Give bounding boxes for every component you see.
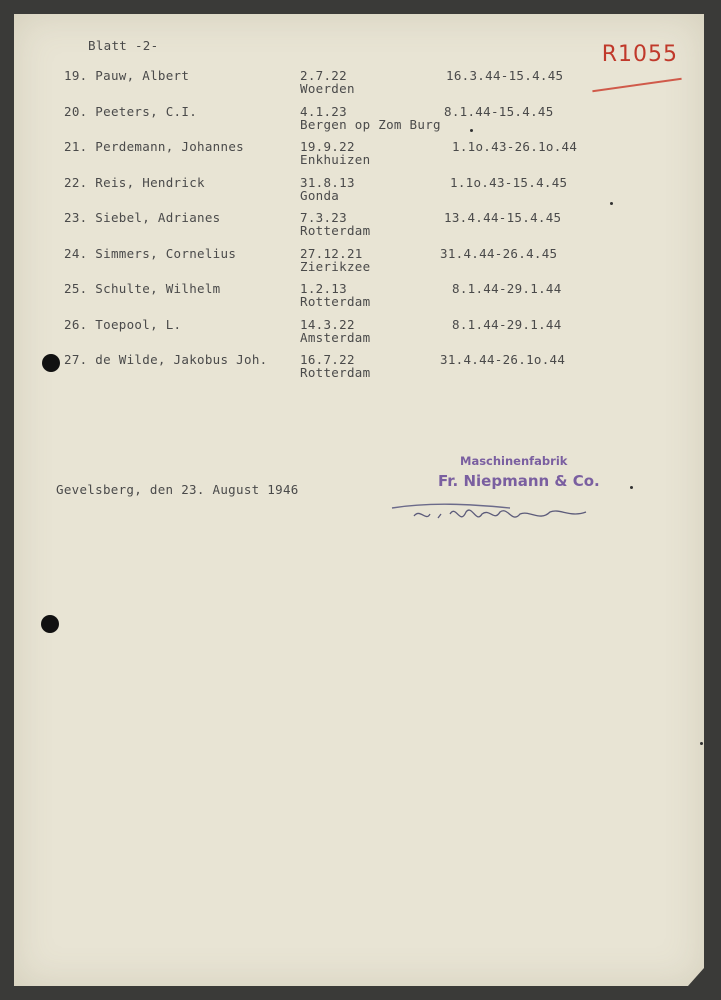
employment-period: 31.4.44-26.1o.44 [440,352,566,367]
birth-date: 2.7.22 [300,68,347,83]
birth-date: 7.3.23 [300,210,347,225]
page-header: Blatt -2- [88,38,159,53]
birth-place: Rotterdam [300,223,371,238]
stamp-line-1: Maschinenfabrik [460,454,568,468]
birth-date: 31.8.13 [300,174,355,190]
employment-period: 8.1.44-29.1.44 [452,281,562,296]
stamp-line-2: Fr. Niepmann & Co. [438,472,600,490]
birth-place: Rotterdam [300,294,371,309]
birth-place: Amsterdam [300,329,371,345]
birth-date: 1.2.13 [300,281,347,296]
birth-date: 16.7.22 [300,352,355,367]
employment-period: 16.3.44-15.4.45 [446,68,564,83]
birth-date: 14.3.22 [300,316,355,332]
employee-name: 27. de Wilde, Jakobus Joh. [64,352,268,367]
place-date: Gevelsberg, den 23. August 1946 [56,482,299,497]
birth-date: 19.9.22 [300,139,355,154]
employment-period: 31.4.44-26.4.45 [440,245,558,261]
folded-corner [688,968,704,986]
speck [630,486,633,489]
employment-period: 8.1.44-15.4.45 [444,103,554,119]
employment-period: 1.1o.43-26.1o.44 [452,139,578,154]
birth-place: Bergen op Zom Burg [300,116,441,132]
employee-name: 25. Schulte, Wilhelm [64,281,221,296]
speck [700,742,703,745]
employee-name: 21. Perdemann, Johannes [64,139,244,154]
employee-name: 26. Toepool, L. [64,316,182,332]
punch-hole-lower [41,615,59,633]
employment-period: 8.1.44-29.1.44 [452,316,562,332]
handwritten-annotation: R1055 [601,42,678,67]
employee-name: 19. Pauw, Albert [64,68,190,83]
birth-place: Enkhuizen [300,152,371,167]
birth-place: Woerden [300,81,355,96]
signature [390,494,610,534]
birth-place: Gonda [300,187,340,203]
employee-name: 23. Siebel, Adrianes [64,210,221,225]
birth-date: 4.1.23 [300,103,347,119]
document-page [14,14,704,986]
speck [470,129,473,132]
punch-hole-upper [42,354,60,372]
birth-place: Zierikzee [300,258,371,274]
employment-period: 1.1o.43-15.4.45 [450,174,568,190]
employment-period: 13.4.44-15.4.45 [444,210,562,225]
employee-name: 24. Simmers, Cornelius [64,245,237,261]
birth-place: Rotterdam [300,365,371,380]
employee-name: 20. Peeters, C.I. [64,103,198,119]
speck [610,202,613,205]
birth-date: 27.12.21 [300,245,363,261]
annotation-underline [592,78,681,93]
employee-name: 22. Reis, Hendrick [64,174,205,190]
